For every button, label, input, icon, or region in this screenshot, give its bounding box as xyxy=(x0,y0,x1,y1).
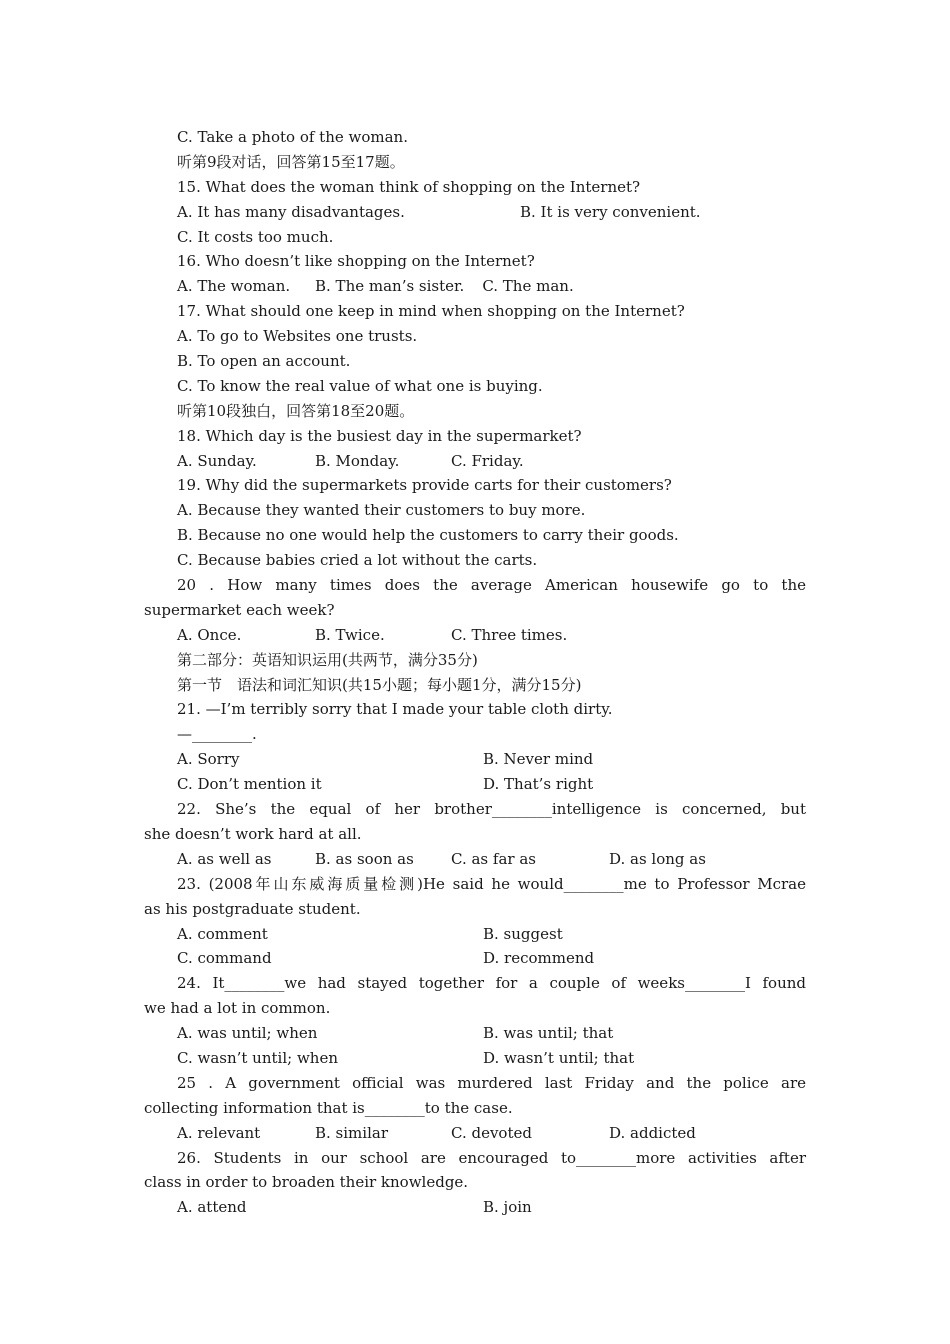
option-c: C. Don’t mention it xyxy=(177,775,322,794)
option-d: D. wasn’t until; that xyxy=(483,1048,635,1067)
section-instruction: 听第10段独白，回答第18至20题。 xyxy=(177,401,415,420)
option-b: B. join xyxy=(483,1198,532,1217)
option-a: A. It has many disadvantages. xyxy=(177,202,405,221)
option-c: C. Because babies cried a lot without the carts. xyxy=(177,551,538,570)
question-18: 18. Which day is the busiest day in the supermarket? xyxy=(177,426,582,445)
options-20-row xyxy=(144,623,806,648)
option-d: D. addicted xyxy=(609,1123,696,1142)
section-instruction: 听第9段对话，回答第15至17题。 xyxy=(177,152,405,171)
part-heading: 第二部分：英语知识运用(共两节，满分35分) xyxy=(177,650,478,669)
option-a: A. as well as xyxy=(177,849,272,868)
question-19: 19. Why did the supermarkets provide carts for their customers? xyxy=(177,476,672,495)
option-b: B. as soon as xyxy=(315,849,414,868)
options-23-row-2 xyxy=(144,946,806,971)
question-22-cont: she doesn’t work hard at all. xyxy=(144,824,362,843)
option-a: A. Because they wanted their customers to buy more. xyxy=(177,501,586,520)
option-c: C. To know the real value of what one is buying. xyxy=(177,376,543,395)
option-b: B. suggest xyxy=(483,924,563,943)
option-d: D. recommend xyxy=(483,949,595,968)
option-d: D. That’s right xyxy=(483,775,594,794)
question-15: 15. What does the woman think of shopping on the Internet? xyxy=(177,177,641,196)
question-20: 20 . How many times does the average American housewife go to the xyxy=(177,576,806,595)
options-24-row-1 xyxy=(144,1021,806,1046)
option-c: C. Three times. xyxy=(451,625,568,644)
question-24: 24. It________we had stayed together for a couple of weeks________I found xyxy=(177,974,806,993)
option-c: C. wasn’t until; when xyxy=(177,1048,338,1067)
options-15-row xyxy=(144,200,806,225)
options-16-row xyxy=(144,274,806,299)
option-a: A. was until; when xyxy=(177,1024,318,1043)
option-a: A. Sorry xyxy=(177,750,240,769)
question-21: 21. —I’m terribly sorry that I made your table cloth dirty. xyxy=(177,700,613,719)
option-b: B. It is very convenient. xyxy=(520,202,701,221)
question-20-cont: supermarket each week? xyxy=(144,600,335,619)
option-a: A. comment xyxy=(177,924,268,943)
option-c: C. It costs too much. xyxy=(177,227,334,246)
question-21-response: —________. xyxy=(177,725,257,744)
option-b: B. Twice. xyxy=(315,625,385,644)
options-21-row-2 xyxy=(144,772,806,797)
question-24-cont: we had a lot in common. xyxy=(144,999,331,1018)
question-16: 16. Who doesn’t like shopping on the Internet? xyxy=(177,252,535,271)
option-b: B. Monday. xyxy=(315,451,400,470)
options-25-row xyxy=(144,1121,806,1146)
question-25: 25 . A government official was murdered last Friday and the police are xyxy=(177,1073,806,1092)
options-26-row xyxy=(144,1195,806,1220)
options-23-row-1 xyxy=(144,922,806,947)
option-a: A. relevant xyxy=(177,1123,261,1142)
option-a: A. Sunday. xyxy=(177,451,257,470)
question-17: 17. What should one keep in mind when shopping on the Internet? xyxy=(177,302,685,321)
option-c: C. The man. xyxy=(482,277,574,296)
options-21-row-1 xyxy=(144,747,806,772)
options-18-row xyxy=(144,449,806,474)
option-c: C. as far as xyxy=(451,849,536,868)
options-24-row-2 xyxy=(144,1046,806,1071)
option-line: C. Take a photo of the woman. xyxy=(177,128,408,146)
options-22-row xyxy=(144,847,806,872)
question-26: 26. Students in our school are encouraged to________more activities after xyxy=(177,1148,806,1167)
option-c: C. command xyxy=(177,949,272,968)
option-b: B. To open an account. xyxy=(177,352,351,371)
option-a: A. Once. xyxy=(177,625,242,644)
option-c: C. devoted xyxy=(451,1123,532,1142)
option-a: A. attend xyxy=(177,1198,247,1217)
question-25-cont: collecting information that is________to the case. xyxy=(144,1098,513,1117)
option-a: A. The woman. xyxy=(177,277,291,296)
question-23: 23. (2008年山东威海质量检测)He said he would________me to Professor Mcrae xyxy=(177,874,806,893)
option-c: C. Friday. xyxy=(451,451,524,470)
option-b: B. similar xyxy=(315,1123,388,1142)
option-b: B. was until; that xyxy=(483,1024,614,1043)
question-22: 22. She’s the equal of her brother________intelligence is concerned, but xyxy=(177,800,806,819)
option-b: B. Never mind xyxy=(483,750,594,769)
option-b: B. The man’s sister. xyxy=(315,277,465,296)
option-b: B. Because no one would help the customers to carry their goods. xyxy=(177,526,679,545)
question-26-cont: class in order to broaden their knowledge. xyxy=(144,1173,469,1192)
question-23-cont: as his postgraduate student. xyxy=(144,899,361,918)
exam-page xyxy=(144,125,806,1220)
section-heading: 第一节 语法和词汇知识(共15小题；每小题1分，满分15分) xyxy=(177,675,582,694)
option-d: D. as long as xyxy=(609,849,706,868)
option-a: A. To go to Websites one trusts. xyxy=(177,327,418,346)
